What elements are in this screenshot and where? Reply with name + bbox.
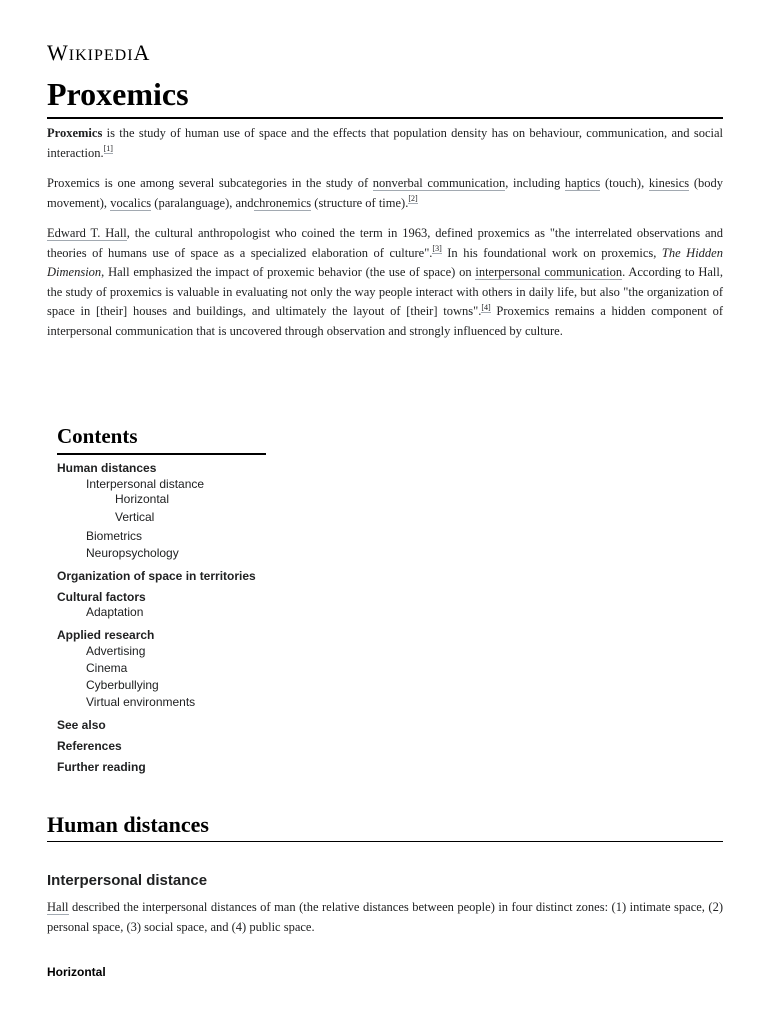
toc-item[interactable]: See also [57,718,106,732]
link-chronemics[interactable]: chronemics [253,195,312,210]
toc-item[interactable]: Human distances [57,461,157,475]
interpersonal-distance-paragraph [47,898,723,937]
toc-title: Contents [57,424,138,448]
wikipedia-logo[interactable] [47,40,150,66]
text-run: (body movement), [47,176,723,210]
intro-paragraph-3 [47,224,723,341]
intro-paragraph-2 [47,174,723,213]
toc-item[interactable]: Horizontal [115,492,170,506]
toc-item[interactable]: Virtual environments [86,695,196,709]
title-underline [47,117,723,119]
toc-item[interactable]: Cyberbullying [86,678,159,692]
text-run: . According to Hall, the study of proxemics is valuable in evaluating not only the way people interact with others in daily life, but also "the organization of space in [their] houses and buildings, and ultimately the layout of [their] towns". [47,265,723,318]
book-title: The Hidden Dimension [47,245,723,279]
term-bold: Proxemics [47,126,103,140]
text-run: (paralanguage), and [151,195,254,210]
text-run: Proxemics remains a hidden component of interpersonal communication that is uncovered through observation and strongly influenced by culture. [47,304,723,338]
section-underline [47,841,723,842]
reference-1[interactable]: [1] [103,144,113,154]
text-run: , the cultural anthropologist who coined the term in 1963, defined proxemics as "the interrelated observations and theories of humans use of space as a specialized elaboration of culture". [47,226,723,260]
logo-letter-first: W [47,40,69,65]
link-interpersonal-communication[interactable]: interpersonal communication [475,265,623,279]
text-run: (touch), [600,176,649,190]
link-kinesics[interactable]: kinesics [648,176,690,190]
text-run: described the interpersonal distances of man (the relative distances between people) in four distinct zones: (1) intimate space, (2) personal space, (3) social space, and (4) public space. [47,900,723,934]
text-run: In his foundational work on proxemics, [441,245,662,260]
intro-paragraph-1 [47,124,723,163]
toc-item[interactable]: Interpersonal distance [86,477,205,491]
toc-item[interactable]: Cinema [86,661,128,675]
toc-item[interactable]: Biometrics [86,529,143,543]
link-haptics[interactable]: haptics [564,176,601,190]
toc-underline [57,453,266,455]
link-hall[interactable]: Hall [47,900,69,914]
link-vocalics[interactable]: vocalics [110,195,152,210]
intro-text: is the study of human use of space and the effects that population density has on behaviour, communication, and social interaction. [47,126,723,160]
toc-item[interactable]: Further reading [57,760,146,774]
logo-letters-middle: IKIPEDI [68,47,134,64]
text-run: Proxemics is one among several subcategories in the study of [47,176,373,190]
subsubsection-heading-horizontal: Horizontal [47,965,106,979]
table-of-contents [57,424,357,774]
toc-item[interactable]: Adaptation [86,605,144,619]
toc-item[interactable]: Neuropsychology [86,546,179,560]
toc-item[interactable]: Applied research [57,628,155,642]
logo-letter-last: A [133,40,151,65]
text-run: , Hall emphasized the impact of proxemic behavior (the use of space) on [101,265,476,279]
toc-item[interactable]: Organization of space in territories [57,569,256,583]
reference-3[interactable]: [3] [432,244,442,254]
toc-item[interactable]: References [57,739,122,753]
reference-2[interactable]: [2] [408,194,418,204]
toc-item[interactable]: Vertical [115,510,155,524]
text-run: (structure of time). [311,195,409,210]
reference-4[interactable]: [4] [481,302,491,312]
link-nonverbal-communication[interactable]: nonverbal communication [372,176,506,190]
page-title: Proxemics [47,76,189,112]
toc-item[interactable]: Cultural factors [57,590,146,604]
subsection-heading-interpersonal-distance: Interpersonal distance [47,872,208,889]
section-heading-human-distances: Human distances [47,812,209,837]
link-edward-t-hall[interactable]: Edward T. Hall [47,226,127,240]
text-run: , including [505,176,565,190]
toc-item[interactable]: Advertising [86,644,146,658]
